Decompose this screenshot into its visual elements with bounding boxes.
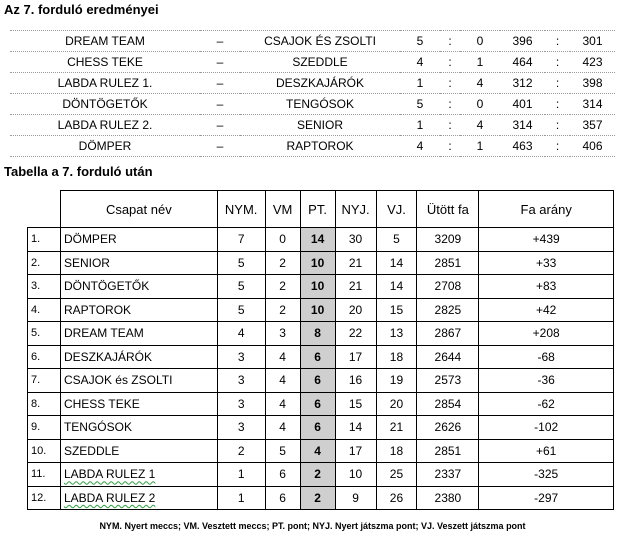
standings-pins: 2825 — [417, 298, 479, 322]
result-sep1: : — [440, 94, 460, 115]
standings-ratio: +208 — [479, 322, 614, 346]
result-home: DÖNTÖGETŐK — [10, 94, 200, 115]
result-away: SENIOR — [240, 115, 400, 136]
standings-row — [28, 369, 614, 393]
standings-won: 1 — [217, 463, 265, 487]
standings-won: 5 — [217, 298, 265, 322]
result-sep1: : — [440, 136, 460, 157]
standings-rank: 6. — [28, 345, 61, 369]
result-p2: 406 — [570, 136, 615, 157]
standings-lost: 2 — [265, 298, 300, 322]
header-ratio: Fa arány — [479, 191, 614, 228]
standings-row — [28, 298, 614, 322]
result-w2: 0 — [460, 31, 500, 52]
result-home: DREAM TEAM — [10, 31, 200, 52]
result-dash: – — [200, 94, 240, 115]
standings-points: 8 — [300, 322, 335, 346]
standings-team: SENIOR — [60, 251, 217, 275]
standings-header-row — [28, 191, 614, 228]
result-w1: 5 — [400, 31, 440, 52]
standings-rank: 9. — [28, 416, 61, 440]
result-w2: 1 — [460, 136, 500, 157]
standings-games-lost: 26 — [376, 486, 417, 510]
standings-team: DESZKAJÁRÓK — [60, 345, 217, 369]
standings-ratio: +439 — [479, 228, 614, 252]
standings-row — [28, 486, 614, 510]
result-row — [10, 73, 615, 94]
standings-row — [28, 275, 614, 299]
result-w1: 1 — [400, 73, 440, 94]
standings-pins: 2867 — [417, 322, 479, 346]
result-sep1: : — [440, 52, 460, 73]
header-lost: VM — [265, 191, 300, 228]
standings-points: 6 — [300, 392, 335, 416]
standings-points: 10 — [300, 251, 335, 275]
standings-lost: 6 — [265, 486, 300, 510]
standings-games-won: 30 — [335, 228, 376, 252]
standings-team: DREAM TEAM — [60, 322, 217, 346]
standings-rank: 7. — [28, 369, 61, 393]
result-p1: 463 — [500, 136, 545, 157]
standings-lost: 6 — [265, 463, 300, 487]
standings-pins: 3209 — [417, 228, 479, 252]
result-away: SZEDDLE — [240, 52, 400, 73]
standings-team-label: LABDA RULEZ 1 — [63, 467, 156, 482]
standings-row — [28, 439, 614, 463]
result-sep2: : — [545, 31, 570, 52]
standings-games-won: 17 — [335, 345, 376, 369]
result-p2: 301 — [570, 31, 615, 52]
standings-games-lost: 18 — [376, 345, 417, 369]
standings-ratio: -297 — [479, 486, 614, 510]
header-games-lost: VJ. — [376, 191, 417, 228]
result-sep1: : — [440, 73, 460, 94]
results-title: Az 7. forduló eredményei — [4, 2, 159, 17]
standings-games-lost: 5 — [376, 228, 417, 252]
standings-games-won: 14 — [335, 416, 376, 440]
result-p2: 423 — [570, 52, 615, 73]
standings-pins: 2573 — [417, 369, 479, 393]
standings-points: 2 — [300, 486, 335, 510]
standings-row — [28, 251, 614, 275]
result-sep2: : — [545, 52, 570, 73]
standings-won: 3 — [217, 392, 265, 416]
standings-ratio: -102 — [479, 416, 614, 440]
standings-lost: 3 — [265, 322, 300, 346]
result-home: LABDA RULEZ 1. — [10, 73, 200, 94]
standings-team: DÖNTÖGETŐK — [60, 275, 217, 299]
standings-table — [27, 190, 614, 510]
standings-points: 10 — [300, 275, 335, 299]
standings-games-won: 9 — [335, 486, 376, 510]
standings-games-won: 21 — [335, 251, 376, 275]
standings-pins: 2851 — [417, 251, 479, 275]
standings-rank: 2. — [28, 251, 61, 275]
standings-team: DÖMPER — [60, 228, 217, 252]
result-dash: – — [200, 52, 240, 73]
standings-points: 4 — [300, 439, 335, 463]
standings-ratio: -325 — [479, 463, 614, 487]
standings-won: 3 — [217, 369, 265, 393]
standings-won: 3 — [217, 416, 265, 440]
standings-pins: 2626 — [417, 416, 479, 440]
result-sep2: : — [545, 73, 570, 94]
standings-games-won: 21 — [335, 275, 376, 299]
result-row — [10, 31, 615, 52]
standings-team — [60, 463, 217, 487]
standings-won: 2 — [217, 439, 265, 463]
result-away: TENGÓSOK — [240, 94, 400, 115]
standings-points: 10 — [300, 298, 335, 322]
result-w2: 0 — [460, 94, 500, 115]
standings-points: 6 — [300, 416, 335, 440]
standings-team — [60, 486, 217, 510]
result-p1: 396 — [500, 31, 545, 52]
result-home: LABDA RULEZ 2. — [10, 115, 200, 136]
standings-won: 5 — [217, 251, 265, 275]
result-row — [10, 94, 615, 115]
result-away: RAPTOROK — [240, 136, 400, 157]
standings-title: Tabella a 7. forduló után — [4, 164, 153, 179]
standings-row — [28, 345, 614, 369]
standings-lost: 4 — [265, 416, 300, 440]
standings-row — [28, 392, 614, 416]
standings-ratio: -36 — [479, 369, 614, 393]
standings-row — [28, 416, 614, 440]
standings-pins: 2851 — [417, 439, 479, 463]
result-away: DESZKAJÁRÓK — [240, 73, 400, 94]
standings-pins: 2854 — [417, 392, 479, 416]
standings-pins: 2708 — [417, 275, 479, 299]
standings-lost: 2 — [265, 275, 300, 299]
standings-pins: 2644 — [417, 345, 479, 369]
standings-won: 1 — [217, 486, 265, 510]
standings-ratio: +33 — [479, 251, 614, 275]
standings-points: 6 — [300, 369, 335, 393]
standings-team: SZEDDLE — [60, 439, 217, 463]
result-sep2: : — [545, 115, 570, 136]
standings-lost: 4 — [265, 392, 300, 416]
results-table — [10, 30, 615, 157]
result-home: CHESS TEKE — [10, 52, 200, 73]
standings-rank: 3. — [28, 275, 61, 299]
header-pins: Ütött fa — [417, 191, 479, 228]
standings-won: 7 — [217, 228, 265, 252]
standings-won: 4 — [217, 322, 265, 346]
result-w1: 1 — [400, 115, 440, 136]
legend-text: NYM. Nyert meccs; VM. Vesztett meccs; PT. pont; NYJ. Nyert játszma pont; VJ. Veszett játszma pont — [99, 521, 526, 531]
standings-games-lost: 20 — [376, 392, 417, 416]
standings-lost: 0 — [265, 228, 300, 252]
header-points: PT. — [300, 191, 335, 228]
standings-games-lost: 14 — [376, 251, 417, 275]
result-p1: 314 — [500, 115, 545, 136]
standings-ratio: +83 — [479, 275, 614, 299]
result-p1: 464 — [500, 52, 545, 73]
standings-row — [28, 322, 614, 346]
result-p2: 314 — [570, 94, 615, 115]
standings-games-lost: 19 — [376, 369, 417, 393]
result-dash: – — [200, 136, 240, 157]
result-sep1: : — [440, 115, 460, 136]
standings-lost: 4 — [265, 369, 300, 393]
result-home: DÖMPER — [10, 136, 200, 157]
standings-games-lost: 15 — [376, 298, 417, 322]
standings-rank: 8. — [28, 392, 61, 416]
standings-points: 2 — [300, 463, 335, 487]
standings-lost: 2 — [265, 251, 300, 275]
header-won: NYM. — [217, 191, 265, 228]
standings-rank: 12. — [28, 486, 61, 510]
standings-ratio: -62 — [479, 392, 614, 416]
standings-games-lost: 13 — [376, 322, 417, 346]
result-dash: – — [200, 31, 240, 52]
header-rank-blank — [28, 191, 61, 228]
result-row — [10, 52, 615, 73]
standings-ratio: -68 — [479, 345, 614, 369]
standings-lost: 5 — [265, 439, 300, 463]
standings-pins: 2337 — [417, 463, 479, 487]
standings-ratio: +42 — [479, 298, 614, 322]
result-p2: 398 — [570, 73, 615, 94]
result-w2: 4 — [460, 73, 500, 94]
result-w1: 4 — [400, 136, 440, 157]
standings-team: TENGÓSOK — [60, 416, 217, 440]
standings-games-lost: 25 — [376, 463, 417, 487]
standings-games-lost: 14 — [376, 275, 417, 299]
result-w2: 4 — [460, 115, 500, 136]
standings-points: 6 — [300, 345, 335, 369]
standings-team: RAPTOROK — [60, 298, 217, 322]
result-row — [10, 115, 615, 136]
standings-games-won: 22 — [335, 322, 376, 346]
result-dash: – — [200, 73, 240, 94]
standings-won: 5 — [217, 275, 265, 299]
standings-rank: 1. — [28, 228, 61, 252]
result-w1: 4 — [400, 52, 440, 73]
result-p1: 312 — [500, 73, 545, 94]
result-away: CSAJOK ÉS ZSOLTI — [240, 31, 400, 52]
result-w1: 5 — [400, 94, 440, 115]
standings-rank: 5. — [28, 322, 61, 346]
result-sep2: : — [545, 136, 570, 157]
standings-rank: 11. — [28, 463, 61, 487]
result-sep1: : — [440, 31, 460, 52]
standings-team: CHESS TEKE — [60, 392, 217, 416]
standings-games-won: 10 — [335, 463, 376, 487]
standings-team-label: LABDA RULEZ 2 — [63, 490, 156, 505]
result-p1: 401 — [500, 94, 545, 115]
result-p2: 357 — [570, 115, 615, 136]
standings-row — [28, 228, 614, 252]
result-sep2: : — [545, 94, 570, 115]
standings-games-won: 17 — [335, 439, 376, 463]
standings-games-won: 20 — [335, 298, 376, 322]
standings-games-lost: 21 — [376, 416, 417, 440]
header-team: Csapat név — [60, 191, 217, 228]
result-dash: – — [200, 115, 240, 136]
standings-games-lost: 18 — [376, 439, 417, 463]
standings-games-won: 15 — [335, 392, 376, 416]
standings-pins: 2380 — [417, 486, 479, 510]
result-row — [10, 136, 615, 157]
header-games-won: NYJ. — [335, 191, 376, 228]
standings-rank: 10. — [28, 439, 61, 463]
standings-games-won: 16 — [335, 369, 376, 393]
result-w2: 1 — [460, 52, 500, 73]
standings-rank: 4. — [28, 298, 61, 322]
standings-points: 14 — [300, 228, 335, 252]
standings-team: CSAJOK és ZSOLTI — [60, 369, 217, 393]
standings-row — [28, 463, 614, 487]
standings-ratio: +61 — [479, 439, 614, 463]
standings-lost: 4 — [265, 345, 300, 369]
standings-won: 3 — [217, 345, 265, 369]
